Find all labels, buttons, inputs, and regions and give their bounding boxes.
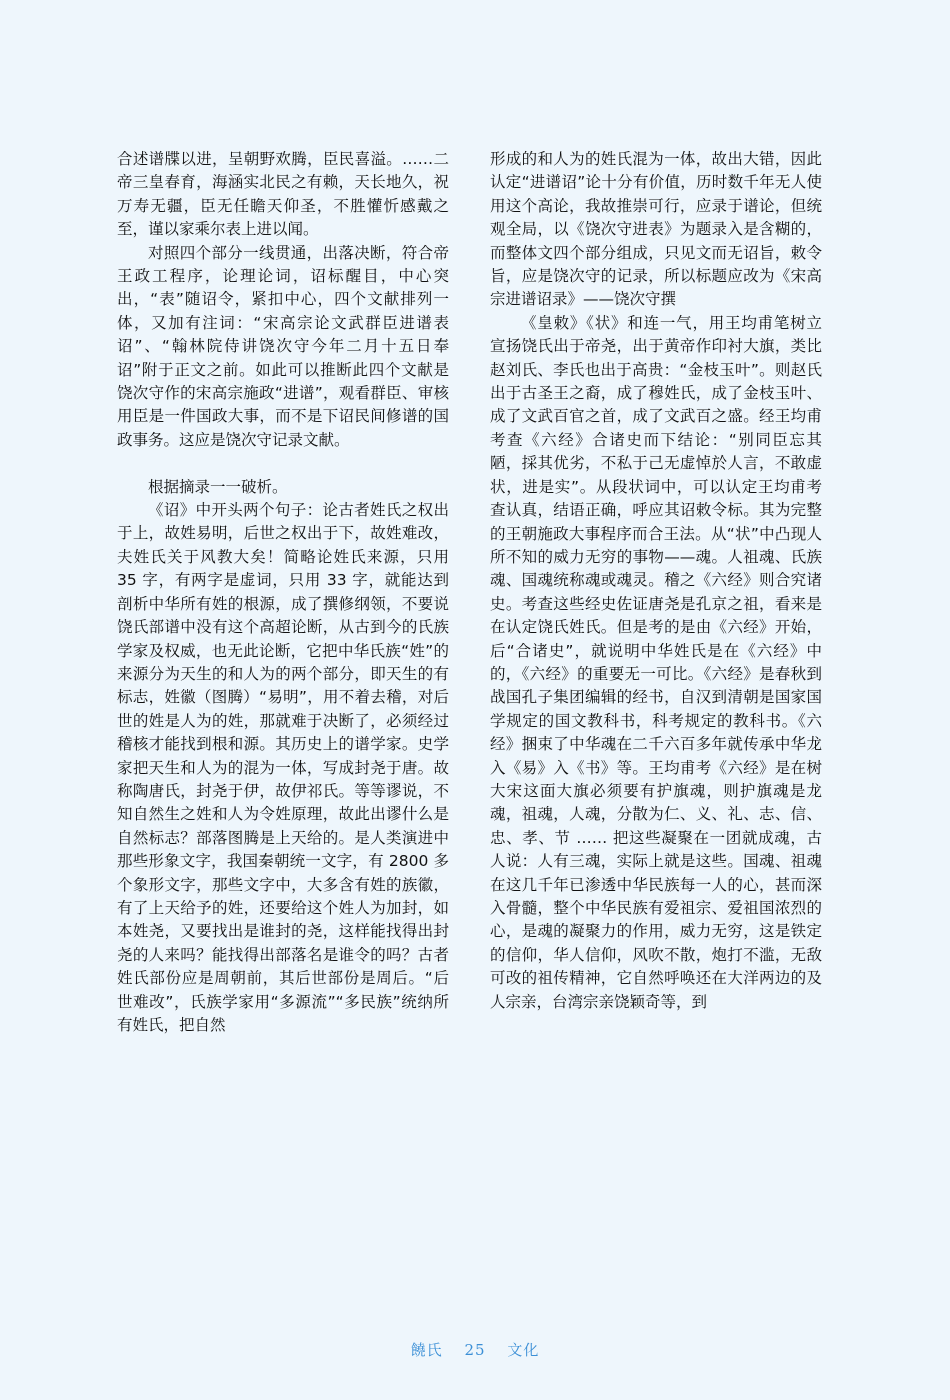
- footer-left-label: 饒氏: [410, 1341, 443, 1359]
- footer-right-label: 文化: [507, 1341, 540, 1359]
- paragraph: 合述谱牒以进，呈朝野欢腾，臣民喜溢。……二帝三皇春育，海涵实北民之有赖，天长地久，祝万寿无疆，臣无任瞻天仰圣，不胜懽忻感戴之至，谨以家乘尔表上进以闻。: [117, 150, 449, 239]
- right-text-column: [490, 148, 822, 1014]
- paragraph: 对照四个部分一线贯通，出落决断，符合帝王政工程序，论理论词，诏标醒目，中心突出，“表”随诏令，紧扣中心，四个文献排列一体，又加有注词：“宋高宗论文武群臣进谱表诏”、“翰林院侍讲饶次守今年二月十五日奉诏”附于正文之前。如此可以推断此四个文献是饶次守作的宋高宗施政“进谱”，观看群臣、审核用臣是一件国政大事，而不是下诏民间修谱的国政事务。这应是饶次守记录文献。: [117, 243, 449, 449]
- page-footer: [0, 1339, 950, 1360]
- paragraph-gap: [117, 452, 449, 475]
- paragraph: 《皇敕》《状》和连一气，用王均甫笔树立宣扬饶氏出于帝尧，出于黄帝作印衬大旗，类比赵刘氏、李氏也出于高贵：“金枝玉叶”。则赵氏出于古圣王之裔，成了穆姓氏，成了金枝玉叶、成了文武百官之首，成了文武百之盛。经王均甫考查《六经》合诸史而下结论：“别同臣忘其陋，採其优劣，不私于己无虚悼於人言，不敢虚状，进是实”。从段状词中，可以认定王均甫考查认真，结语正确，呼应其诏敕令标。其为完整的王朝施政大事程序而合王法。从“状”中凸现人所不知的威力无穷的事物——魂。人祖魂、氏族魂、国魂统称魂或魂灵。稽之《六经》则合究诸史。考查这些经史佐证唐尧是孔京之祖，看来是在认定饶氏姓氏。但是考的是由《六经》开始，后“合诸史”，就说明中华姓氏是在《六经》中的，《六经》的重要无一可比。《六经》是春秋到战国孔子集团编辑的经书，自汉到清朝是国家国学规定的国文教科书，科考规定的教科书。《六经》捆束了中华魂在二千六百多年就传承中华龙入《易》入《书》等。王均甫考《六经》是在树大宋这面大旗必须要有护旗魂，则护旗魂是龙魂，祖魂，人魂，分散为仁、义、礼、志、信、忠、孝、节 …… 把这些凝聚在一团就成魂，古人说：人有三魂，实际上就是这些。国魂、祖魂在这几千年已渗透中华民族每一人的心，甚而深入骨髓，整个中华民族有爱祖宗、爱祖国浓烈的心，是魂的凝聚力的作用，威力无穷，这是铁定的信仰，华人信仰，风吹不散，炮打不滥，无敌可改的祖传精神，它自然呼唤还在大洋两边的及人宗亲，台湾宗亲饶颖奇等，到: [490, 313, 822, 1011]
- paragraph: 《诏》中开头两个句子：论古者姓氏之权出于上，故姓易明，后世之权出于下，故姓难改，夫姓氏关于风教大矣！简略论姓氏来源，只用 35 字，有两字是虚词，只用 33 字，就能达到剖析中华所有姓的根源，成了撰修纲领，不要说饶氏部谱中没有这个高超论断，从古到今的氏族学家及权威，也无此论断，它把中华氏族“姓”的来源分为天生的和人为的两个部分，即天生的有标志，姓徽（图腾）“易明”，用不着去稽，对后世的姓是人为的姓，那就难于决断了，必须经过稽核才能找到根和源。其历史上的谱学家。史学家把天生和人为的混为一体，写成封尧于唐。故称陶唐氏，封尧于伊，故伊祁氏。等等谬说，不知自然生之姓和人为令姓原理，故此出谬什么是自然标志？部落图腾是上天给的。是人类演进中那些形象文字，我国秦朝统一文字，有 2800 多个象形文字，那些文字中，大多含有姓的族徽，有了上天给予的姓，还要给这个姓人为加封，如本姓尧，又要找出是谁封的尧，这样能找得出封尧的人来吗？能找得出部落名是谁令的吗？古者姓氏部份应是周朝前，其后世部份是周后。“后世难改”，氏族学家用“多源流”“多民族”统纳所有姓氏，把自然: [117, 501, 449, 1035]
- section-heading: 根据摘录一一破析。: [148, 477, 288, 496]
- page-number: 25: [464, 1341, 486, 1359]
- left-text-column: [117, 148, 449, 1037]
- paragraph: 形成的和人为的姓氏混为一体，故出大错，因此认定“进谱诏”论十分有价值，历时数千年无人使用这个高论，我故推崇可行，应录于谱论，但统观全局，以《饶次守进表》为题录入是含糊的，而整体文四个部分组成，只见文而无诏旨，敕令旨，应是饶次守的记录，所以标题应改为《宋高宗进谱诏录》——饶次守撰: [490, 150, 822, 309]
